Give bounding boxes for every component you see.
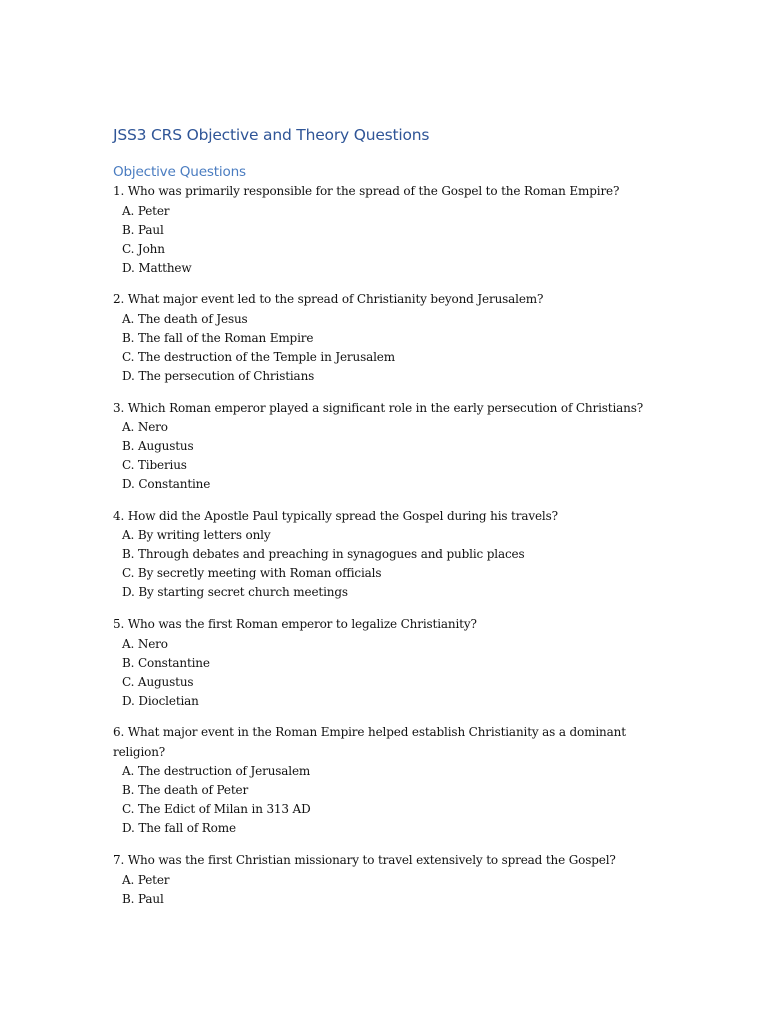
question-item (113, 182, 653, 278)
question-text: 2. What major event led to the spread of Christianity beyond Jerusalem? (113, 292, 544, 307)
answer-option: B. Paul (122, 891, 164, 906)
question-item (113, 615, 653, 711)
question-text: 4. How did the Apostle Paul typically spread the Gospel during his travels? (113, 508, 558, 523)
answer-option: C. John (122, 241, 165, 256)
question-item (113, 723, 653, 838)
answer-option: A. The destruction of Jerusalem (122, 764, 311, 779)
question-item (113, 851, 653, 909)
answer-options (113, 202, 653, 278)
question-text: 6. What major event in the Roman Empire helped establish Christianity as a dominant religion? (113, 725, 626, 759)
answer-option: B. Augustus (122, 439, 194, 454)
answer-option: D. Constantine (122, 477, 211, 492)
question-item (113, 507, 653, 603)
answer-option: B. Through debates and preaching in synagogues and public places (122, 547, 525, 562)
answer-option: A. The death of Jesus (122, 311, 248, 326)
question-item (113, 290, 653, 386)
answer-option: A. By writing letters only (122, 528, 271, 543)
answer-options (113, 418, 653, 494)
answer-option: A. Peter (122, 203, 170, 218)
answer-options (113, 871, 653, 909)
answer-option: A. Peter (122, 872, 170, 887)
answer-option: D. By starting secret church meetings (122, 585, 348, 600)
document-content (113, 124, 653, 922)
question-text: 7. Who was the first Christian missionary to travel extensively to spread the Gospel? (113, 853, 616, 868)
answer-option: C. Augustus (122, 674, 194, 689)
answer-option: C. The destruction of the Temple in Jerusalem (122, 349, 395, 364)
question-text: 1. Who was primarily responsible for the spread of the Gospel to the Roman Empire? (113, 184, 620, 198)
document-title: JSS3 CRS Objective and Theory Questions (113, 126, 430, 144)
answer-options (113, 526, 653, 602)
answer-option: C. By secretly meeting with Roman officials (122, 566, 382, 581)
answer-options (113, 762, 653, 838)
answer-option: D. Matthew (122, 260, 192, 275)
answer-option: D. The fall of Rome (122, 821, 236, 836)
answer-option: A. Nero (122, 636, 168, 651)
answer-option: C. The Edict of Milan in 313 AD (122, 802, 311, 817)
question-list (113, 182, 653, 909)
answer-option: B. The death of Peter (122, 783, 249, 798)
question-item (113, 399, 653, 495)
answer-option: B. The fall of the Roman Empire (122, 330, 314, 345)
question-text: 5. Who was the first Roman emperor to legalize Christianity? (113, 617, 477, 632)
answer-option: B. Paul (122, 222, 164, 237)
section-heading-objective: Objective Questions (113, 164, 246, 180)
answer-option: D. The persecution of Christians (122, 368, 315, 383)
answer-option: D. Diocletian (122, 693, 199, 708)
answer-option: A. Nero (122, 420, 168, 435)
answer-options (113, 635, 653, 711)
answer-options (113, 310, 653, 386)
answer-option: C. Tiberius (122, 458, 187, 473)
answer-option: B. Constantine (122, 655, 210, 670)
question-text: 3. Which Roman emperor played a significant role in the early persecution of Christians? (113, 400, 644, 415)
